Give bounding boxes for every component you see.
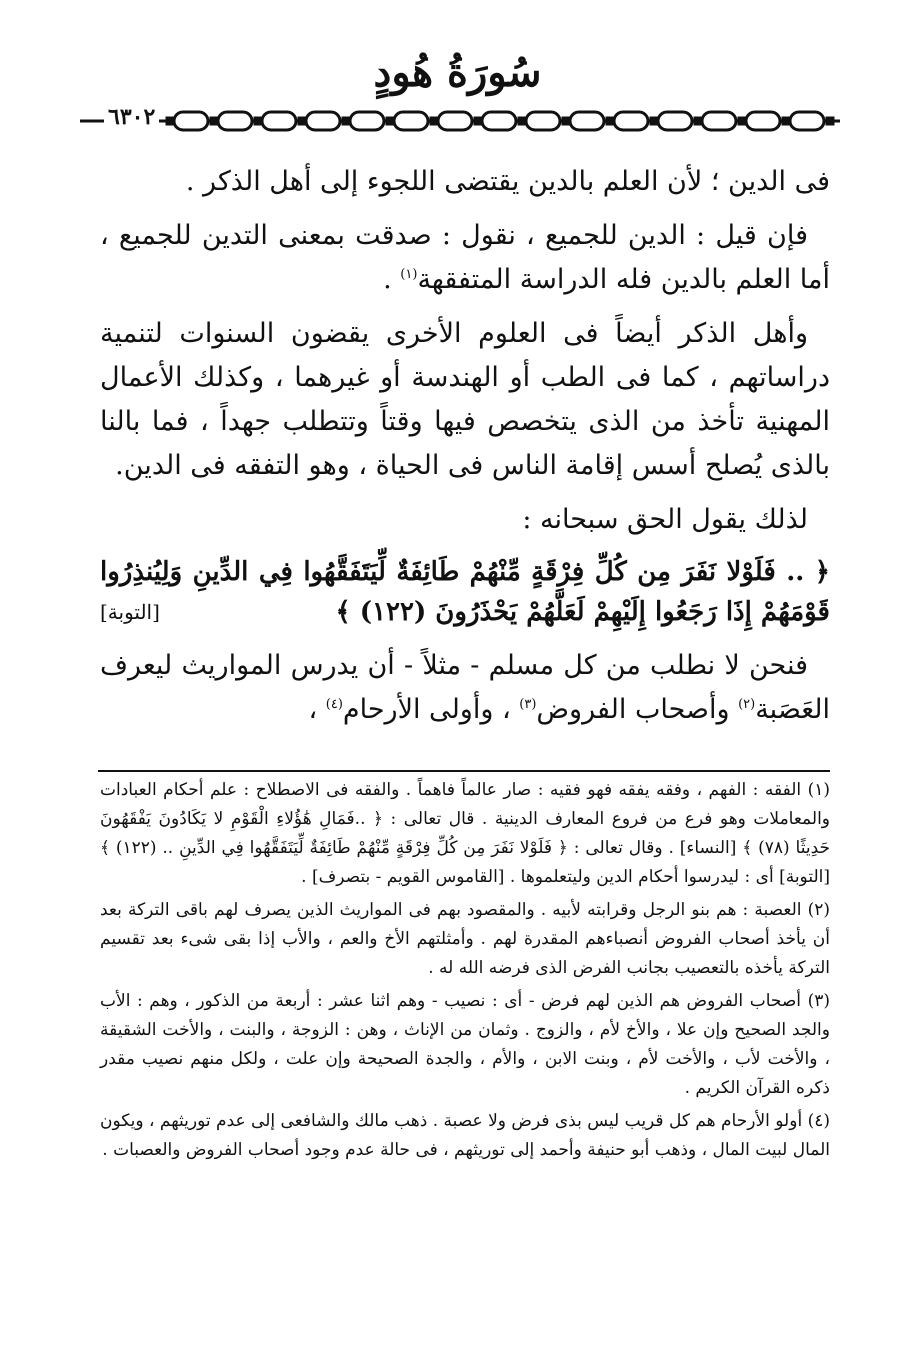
ornament-link — [570, 112, 604, 130]
ornament-dot — [299, 118, 305, 124]
footnote: (١) الفقه : الفهم ، وفقه يفقه فهو فقيه : صار عالماً فاهماً . والفقه فى الاصطلاح : علم أحكام العبادات والمعاملات وهو فرع من فروع المعارف الدينية . قال تعالى : ﴿ ..فَمَالِ هَٰؤُلاءِ الْقَوْمِ لا يَكَادُونَ يَفْقَهُونَ حَدِيثًا (٧٨) ﴾ [النساء] . وقال تعالى : ﴿ فَلَوْلا نَفَرَ مِن كُلِّ فِرْقَةٍ مِّنْهُمْ طَائِفَةٌ لِّيَتَفَقَّهُوا فِي الدِّينِ .. (١٢٢) ﴾ [التوبة] أى : ليدرسوا أحكام الدين وليتعلموها . [القاموس القويم - بتصرف] . — [100, 780, 831, 887]
ornament-dot — [739, 118, 745, 124]
ornament-dot — [387, 118, 393, 124]
paragraph: فى الدين ؛ لأن العلم بالدين يقتضى اللجوء إلى أهل الذكر . — [185, 166, 830, 197]
ornament-dot — [827, 118, 833, 124]
ornament-link — [218, 112, 252, 130]
quran-verse — [100, 552, 830, 632]
footnotes — [100, 776, 830, 1169]
ornament-link — [438, 112, 472, 130]
text: . — [383, 264, 401, 295]
footnote: (٣) أصحاب الفروض هم الذين لهم فرض - أى : نصيب - وهم اثنا عشر : أربعة من الذكور ، وهم : الأب والجد الصحيح وإن علا ، والأخ لأم ، والزوج . وثمان من الإناث ، وهن : الزوجة ، والبنت ، والأخت الشقيقة ، والأخت لأب ، والأخت لأم ، وبنت الابن ، والأم ، والجدة الصحيحة وإن علت ، ولكل منهم نصيب مقدر ذكره القرآن الكريم . — [100, 991, 830, 1098]
text: فإن قيل : الدين للجميع ، نقول : صدقت بمعنى التدين للجميع ، أما العلم بالدين فله الدراسة المتفقهة — [100, 220, 830, 295]
ornament-link — [790, 112, 824, 130]
footnote: (٤) أولو الأرحام هم كل قريب ليس بذى فرض ولا عصبة . ذهب مالك والشافعى إلى عدم توريثهم ، ويكون المال لبيت المال ، وذهب أبو حنيفة وأحمد إلى توريثهم ، فى حالة عدم وجود أصحاب الفروض والعصبات . — [100, 1111, 830, 1160]
page-title: سُورَةُ هُودٍ — [373, 49, 542, 96]
footnote-marker: (٣) — [519, 697, 537, 712]
ornament-link — [526, 112, 560, 130]
ornament-link — [702, 112, 736, 130]
footnote-divider — [98, 770, 830, 772]
text: وأصحاب الفروض — [536, 694, 739, 725]
ornament-link — [394, 112, 428, 130]
ornament-link — [482, 112, 516, 130]
footnote-marker: (٤) — [325, 697, 343, 712]
ornament-link — [174, 112, 208, 130]
ornament-dot — [519, 118, 525, 124]
ornament-dot — [211, 118, 217, 124]
main-text — [100, 160, 830, 742]
ornament-link — [746, 112, 780, 130]
ornament-dot — [607, 118, 613, 124]
paragraph: وأهل الذكر أيضاً فى العلوم الأخرى يقضون السنوات لتنمية دراساتهم ، كما فى الطب أو الهندسة أو غيرهما ، وكذلك الأعمال المهنية تأخذ من الذى يتخصص فيها وقتاً وتتطلب جهداً ، فما بالنا بالذى يُصلح أسس إقامة الناس فى الحياة ، وهو التفقه فى الدين. — [100, 318, 830, 481]
ornament-border — [80, 108, 840, 134]
ornament-dot — [651, 118, 657, 124]
ornament-link — [658, 112, 692, 130]
ornament-link — [350, 112, 384, 130]
ornament-dot — [695, 118, 701, 124]
text: ، — [308, 694, 326, 725]
ornament-link — [306, 112, 340, 130]
ornament-dot — [783, 118, 789, 124]
footnote: (٢) العصبة : هم بنو الرجل وقرابته لأبيه . والمقصود بهم فى المواريث الذين يصرف لهم باقى التركة بعد أن يأخذ أصحاب الفروض أنصباءهم المقدرة لهم . وأمثلتهم الأخ والعم ، والأب إذا بقى شىء بعد تقسيم التركة يأخذه بالتعصيب بجانب الفرض الذى فرضه الله له . — [100, 900, 830, 978]
footnote-marker: (٢) — [738, 697, 756, 712]
ornament-dot — [431, 118, 437, 124]
ornament-dot — [255, 118, 261, 124]
paragraph: لذلك يقول الحق سبحانه : — [522, 504, 808, 535]
paragraph — [100, 214, 830, 302]
verse-text: ﴿ .. فَلَوْلا نَفَرَ مِن كُلِّ فِرْقَةٍ مِّنْهُمْ طَائِفَةٌ لِّيَتَفَقَّهُوا فِي الدِّينِ وَلِيُنذِرُوا قَوْمَهُمْ إِذَا رَجَعُوا إِلَيْهِمْ لَعَلَّهُمْ يَحْذَرُونَ (١٢٢) ﴾ — [100, 557, 830, 627]
footnote-marker: (١) — [400, 267, 418, 282]
paragraph — [100, 644, 830, 732]
ornament-dot — [167, 118, 173, 124]
text: ، وأولى الأرحام — [342, 694, 520, 725]
ornament-link — [614, 112, 648, 130]
verse-reference: [التوبة] — [100, 600, 160, 624]
ornament-dot — [343, 118, 349, 124]
text: فنحن لا نطلب من كل مسلم - مثلاً - أن يدرس المواريث ليعرف العَصَبة — [100, 650, 830, 725]
ornament-link — [262, 112, 296, 130]
page-number: ٦٣٠٢ — [104, 104, 159, 130]
ornament-dot — [563, 118, 569, 124]
ornament-dot — [475, 118, 481, 124]
